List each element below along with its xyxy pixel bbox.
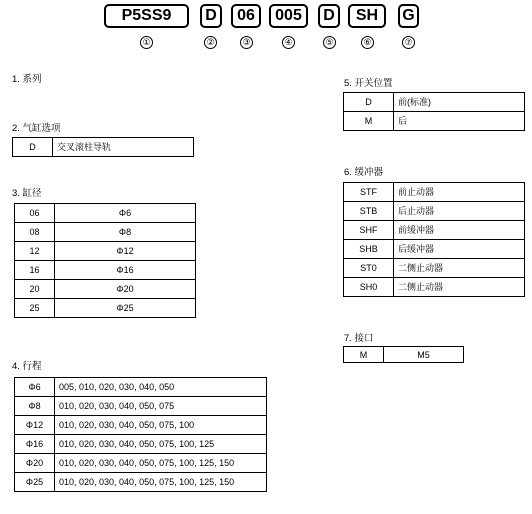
switch-position-title: 5. 开关位置	[344, 78, 393, 89]
table-cell: Φ6	[55, 204, 196, 223]
table-cell: 20	[15, 280, 55, 299]
table-cell: 08	[15, 223, 55, 242]
table-cell: Φ20	[55, 280, 196, 299]
table-cell: 06	[15, 204, 55, 223]
table-cell: Φ25	[15, 473, 55, 492]
table-cell: 010, 020, 030, 040, 050, 075, 100, 125, 150	[55, 473, 267, 492]
table-cell: D	[344, 93, 394, 112]
code-number-2: ②	[204, 36, 217, 49]
table-cell: 010, 020, 030, 040, 050, 075, 100, 125	[55, 435, 267, 454]
table-cell: STB	[344, 202, 394, 221]
table-row	[15, 299, 196, 318]
table-cell: M5	[384, 347, 464, 363]
table-row	[344, 347, 464, 363]
table-row	[15, 204, 196, 223]
code-port-box: G	[398, 4, 419, 28]
table-cell: 010, 020, 030, 040, 050, 075	[55, 397, 267, 416]
table-cell: 后	[394, 112, 525, 131]
table-cell: 后止动器	[394, 202, 525, 221]
code-number-4: ④	[282, 36, 295, 49]
table-row	[344, 240, 525, 259]
table-cell: Φ20	[15, 454, 55, 473]
table-cell: 25	[15, 299, 55, 318]
table-cell: M	[344, 347, 384, 363]
table-cell: M	[344, 112, 394, 131]
table-row	[344, 183, 525, 202]
stroke-title: 4. 行程	[12, 361, 42, 372]
table-cell: 010, 020, 030, 040, 050, 075, 100	[55, 416, 267, 435]
code-number-3: ③	[240, 36, 253, 49]
table-row	[15, 280, 196, 299]
table-row	[15, 261, 196, 280]
table-cell: 010, 020, 030, 040, 050, 075, 100, 125, 150	[55, 454, 267, 473]
table-row	[15, 435, 267, 454]
table-cell: Φ6	[15, 378, 55, 397]
table-row	[15, 454, 267, 473]
table-cell: Φ16	[15, 435, 55, 454]
table-cell: 前止动器	[394, 183, 525, 202]
table-row	[344, 112, 525, 131]
port-table	[343, 346, 464, 363]
table-cell: 005, 010, 020, 030, 040, 050	[55, 378, 267, 397]
cylinder-type-table	[12, 137, 194, 157]
table-row	[15, 397, 267, 416]
table-cell: 交叉滚柱导轨	[53, 138, 194, 157]
code-switch-box: D	[318, 4, 340, 28]
table-row	[344, 93, 525, 112]
buffer-title: 6. 缓冲器	[344, 167, 384, 178]
series-title: 1. 系列	[12, 74, 42, 85]
table-cell: SH0	[344, 278, 394, 297]
table-cell: Φ12	[15, 416, 55, 435]
table-cell: 前(标准)	[394, 93, 525, 112]
table-cell: 后缓冲器	[394, 240, 525, 259]
table-cell: STF	[344, 183, 394, 202]
code-bore-box: 06	[231, 4, 261, 28]
table-row	[344, 278, 525, 297]
table-cell: Φ12	[55, 242, 196, 261]
table-cell: SHF	[344, 221, 394, 240]
table-row	[344, 221, 525, 240]
table-row	[15, 242, 196, 261]
code-buffer-box: SH	[348, 4, 386, 28]
table-cell: Φ8	[15, 397, 55, 416]
buffer-table	[343, 182, 525, 297]
code-number-1: ①	[140, 36, 153, 49]
bore-title: 3. 缸径	[12, 188, 42, 199]
table-row	[344, 202, 525, 221]
table-cell: 前缓冲器	[394, 221, 525, 240]
code-number-5: ⑤	[323, 36, 336, 49]
port-title: 7. 接口	[344, 333, 374, 344]
table-row	[15, 416, 267, 435]
stroke-table	[14, 377, 267, 492]
table-cell: 二侧止动器	[394, 278, 525, 297]
cylinder-type-title: 2. 气缸选项	[12, 123, 61, 134]
code-number-6: ⑥	[361, 36, 374, 49]
table-cell: 16	[15, 261, 55, 280]
code-stroke-box: 005	[269, 4, 308, 28]
table-cell: D	[13, 138, 53, 157]
code-option-box: D	[200, 4, 222, 28]
table-row	[15, 378, 267, 397]
table-cell: Φ25	[55, 299, 196, 318]
table-cell: Φ8	[55, 223, 196, 242]
table-cell: ST0	[344, 259, 394, 278]
bore-table	[14, 203, 196, 318]
table-cell: 二侧止动器	[394, 259, 525, 278]
table-row	[13, 138, 194, 157]
table-cell: SHB	[344, 240, 394, 259]
table-cell: 12	[15, 242, 55, 261]
table-row	[15, 473, 267, 492]
table-cell: Φ16	[55, 261, 196, 280]
table-row	[344, 259, 525, 278]
code-series-box: P5SS9	[104, 4, 189, 28]
code-number-7: ⑦	[402, 36, 415, 49]
table-row	[15, 223, 196, 242]
switch-position-table	[343, 92, 525, 131]
